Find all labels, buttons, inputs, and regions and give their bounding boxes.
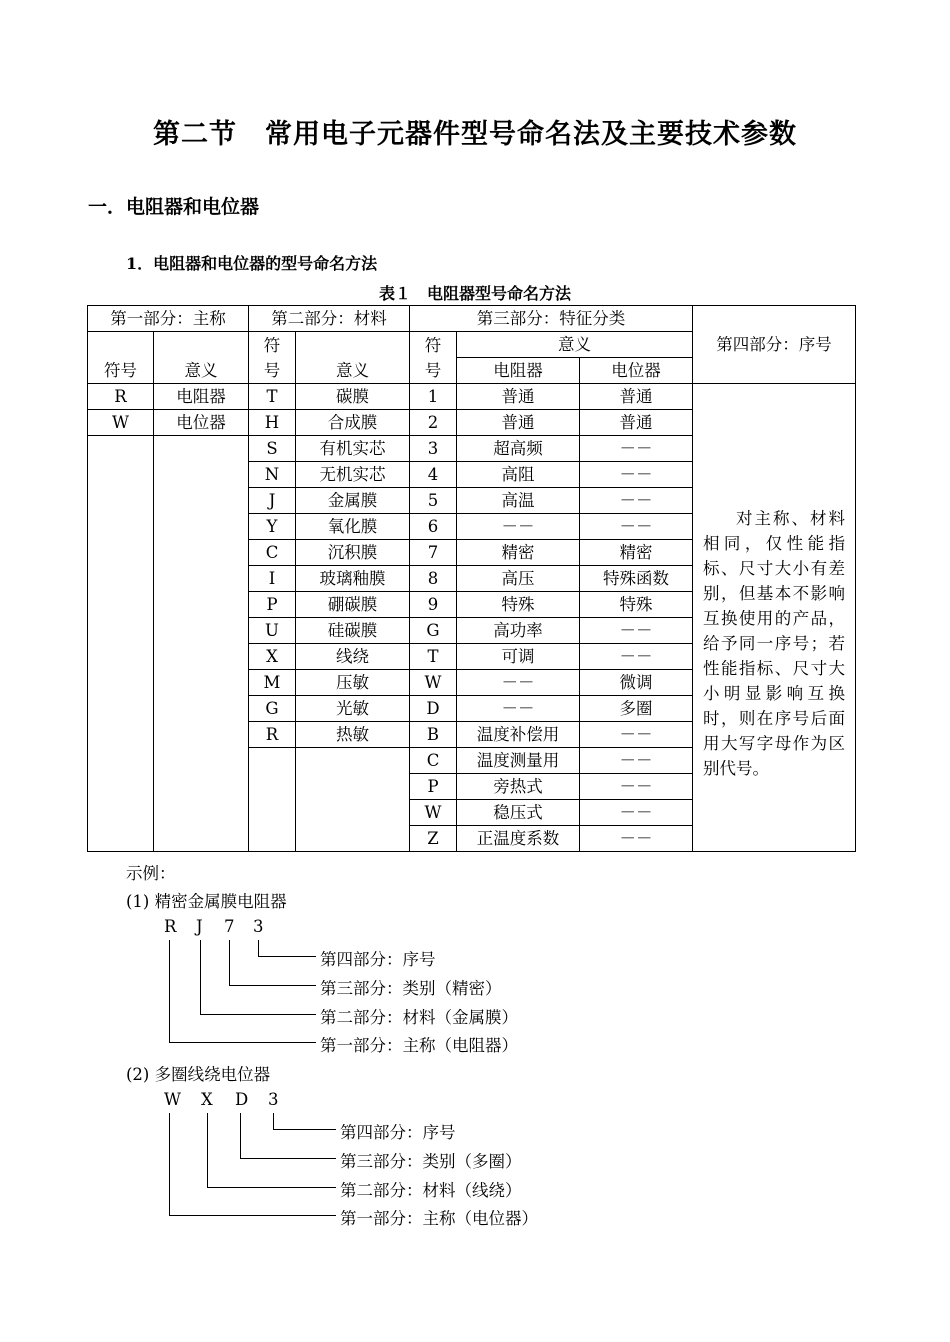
part2-meaning: 无机实芯 — [296, 462, 410, 488]
part2-meaning: 沉积膜 — [296, 540, 410, 566]
part3-symbol: 3 — [410, 436, 457, 462]
header-meaning-1: 意义 — [154, 332, 249, 384]
example-2-code-4: 3 — [268, 1090, 279, 1109]
example-2-label-2: 第二部分：材料（线绕） — [340, 1181, 522, 1200]
example-2-title: (2) 多圈线绕电位器 — [126, 1065, 271, 1084]
part3-resistor-meaning: 高压 — [457, 566, 580, 592]
part2-meaning: 热敏 — [296, 722, 410, 748]
part3-symbol: 7 — [410, 540, 457, 566]
example-1-code-2: J — [196, 917, 203, 936]
part3-potentiometer-meaning: 精密 — [580, 540, 693, 566]
part1-meaning: 电位器 — [154, 410, 249, 436]
part3-potentiometer-meaning: －－ — [580, 774, 693, 800]
part3-potentiometer-meaning: 特殊 — [580, 592, 693, 618]
part3-resistor-meaning: 旁热式 — [457, 774, 580, 800]
example-2-label-3: 第三部分：类别（多圈） — [340, 1152, 522, 1171]
part3-resistor-meaning: －－ — [457, 514, 580, 540]
part2-meaning: 有机实芯 — [296, 436, 410, 462]
part3-symbol: G — [410, 618, 457, 644]
part3-resistor-meaning: 可调 — [457, 644, 580, 670]
part3-symbol: 2 — [410, 410, 457, 436]
part3-resistor-meaning: 精密 — [457, 540, 580, 566]
part3-resistor-meaning: 普通 — [457, 384, 580, 410]
part3-resistor-meaning: 温度测量用 — [457, 748, 580, 774]
header-meaning-3: 意义 — [457, 332, 693, 358]
part3-potentiometer-meaning: 普通 — [580, 410, 693, 436]
part2-meaning: 玻璃釉膜 — [296, 566, 410, 592]
part3-potentiometer-meaning: －－ — [580, 618, 693, 644]
part3-symbol: C — [410, 748, 457, 774]
header-part4: 第四部分：序号 — [693, 306, 856, 384]
part1-symbol-empty — [88, 436, 154, 852]
part1-meaning-empty — [154, 436, 249, 852]
part3-resistor-meaning: 普通 — [457, 410, 580, 436]
example-1-label-2: 第二部分：材料（金属膜） — [320, 1008, 518, 1027]
part3-symbol: B — [410, 722, 457, 748]
part2-symbol-empty — [249, 748, 296, 852]
example-2-code-1: W — [164, 1090, 181, 1109]
example-2-code-2: X — [201, 1090, 213, 1109]
example-1-title: (1) 精密金属膜电阻器 — [126, 892, 287, 911]
part4-note — [693, 436, 856, 852]
header-symbol-3: 符 号 — [410, 332, 457, 384]
header-part2: 第二部分：材料 — [249, 306, 410, 332]
page-title: 第二节 常用电子元器件型号命名法及主要技术参数 — [153, 119, 797, 150]
part3-potentiometer-meaning: 微调 — [580, 670, 693, 696]
part2-symbol: X — [249, 644, 296, 670]
part1-symbol: W — [88, 410, 154, 436]
part3-symbol: W — [410, 800, 457, 826]
header-part1: 第一部分：主称 — [88, 306, 249, 332]
part2-meaning: 氧化膜 — [296, 514, 410, 540]
part3-potentiometer-meaning: －－ — [580, 436, 693, 462]
part3-resistor-meaning: 高温 — [457, 488, 580, 514]
subsection-heading: 1．电阻器和电位器的型号命名方法 — [126, 254, 378, 273]
part3-resistor-meaning: 高功率 — [457, 618, 580, 644]
section-heading: 一．电阻器和电位器 — [88, 196, 260, 218]
part2-meaning: 金属膜 — [296, 488, 410, 514]
part3-resistor-meaning: 稳压式 — [457, 800, 580, 826]
table-caption: 表１ 电阻器型号命名方法 — [378, 284, 571, 303]
part2-symbol: H — [249, 410, 296, 436]
part3-resistor-meaning: 温度补偿用 — [457, 722, 580, 748]
example-2-label-1: 第一部分：主称（电位器） — [340, 1209, 538, 1228]
part2-symbol: G — [249, 696, 296, 722]
part4-note-text: 对主称、材料相同，仅性能指标、尺寸大小有差别，但基本不影响互换使用的产品，给予同一序号；若性能指标、尺寸大小明显影响互换时，则在序号后面用大写字母作为区别代号。 — [703, 508, 846, 778]
part2-symbol: C — [249, 540, 296, 566]
part3-potentiometer-meaning: －－ — [580, 748, 693, 774]
part2-symbol: J — [249, 488, 296, 514]
part2-symbol: T — [249, 384, 296, 410]
part2-symbol: S — [249, 436, 296, 462]
part2-meaning-empty — [296, 748, 410, 852]
example-1-code-1: R — [164, 917, 177, 936]
part3-resistor-meaning: 超高频 — [457, 436, 580, 462]
example-1-label-4: 第四部分：序号 — [320, 950, 436, 969]
part3-potentiometer-meaning: －－ — [580, 514, 693, 540]
part3-symbol: T — [410, 644, 457, 670]
part3-potentiometer-meaning: 普通 — [580, 384, 693, 410]
part3-potentiometer-meaning: 多圈 — [580, 696, 693, 722]
resistor-naming-table — [87, 305, 856, 852]
part3-symbol: W — [410, 670, 457, 696]
header-symbol-2: 符 号 — [249, 332, 296, 384]
part2-meaning: 硅碳膜 — [296, 618, 410, 644]
header-potentiometer: 电位器 — [580, 358, 693, 384]
part3-potentiometer-meaning: 特殊函数 — [580, 566, 693, 592]
part2-symbol: Y — [249, 514, 296, 540]
part2-symbol: M — [249, 670, 296, 696]
part3-resistor-meaning: －－ — [457, 670, 580, 696]
part3-symbol: D — [410, 696, 457, 722]
table-row — [88, 384, 856, 410]
part1-meaning: 电阻器 — [154, 384, 249, 410]
part3-resistor-meaning: 特殊 — [457, 592, 580, 618]
header-symbol-1: 符号 — [88, 332, 154, 384]
header-meaning-2: 意义 — [296, 332, 410, 384]
example-2-label-4: 第四部分：序号 — [340, 1123, 456, 1142]
part2-meaning: 硼碳膜 — [296, 592, 410, 618]
part2-meaning: 碳膜 — [296, 384, 410, 410]
part3-potentiometer-meaning: －－ — [580, 462, 693, 488]
part2-meaning: 光敏 — [296, 696, 410, 722]
part3-resistor-meaning: 高阻 — [457, 462, 580, 488]
part3-potentiometer-meaning: －－ — [580, 488, 693, 514]
part1-symbol: R — [88, 384, 154, 410]
header-part3: 第三部分：特征分类 — [410, 306, 693, 332]
part2-symbol: P — [249, 592, 296, 618]
header-resistor: 电阻器 — [457, 358, 580, 384]
part3-resistor-meaning: －－ — [457, 696, 580, 722]
part3-symbol: 5 — [410, 488, 457, 514]
example-1-code-3: 7 — [224, 917, 235, 936]
part3-resistor-meaning: 正温度系数 — [457, 826, 580, 852]
part2-meaning: 线绕 — [296, 644, 410, 670]
part2-meaning: 合成膜 — [296, 410, 410, 436]
example-1-label-3: 第三部分：类别（精密） — [320, 979, 502, 998]
table-row — [88, 436, 856, 462]
part2-symbol: U — [249, 618, 296, 644]
part3-potentiometer-meaning: －－ — [580, 644, 693, 670]
part3-symbol: Z — [410, 826, 457, 852]
part3-symbol: P — [410, 774, 457, 800]
examples-heading: 示例： — [126, 864, 176, 883]
part4-blank — [693, 384, 856, 436]
part3-symbol: 1 — [410, 384, 457, 410]
part3-symbol: 4 — [410, 462, 457, 488]
example-1-label-1: 第一部分：主称（电阻器） — [320, 1036, 518, 1055]
part2-meaning: 压敏 — [296, 670, 410, 696]
part3-symbol: 6 — [410, 514, 457, 540]
part3-symbol: 9 — [410, 592, 457, 618]
part3-symbol: 8 — [410, 566, 457, 592]
part3-potentiometer-meaning: －－ — [580, 800, 693, 826]
example-2-code-3: D — [235, 1090, 249, 1109]
part3-potentiometer-meaning: －－ — [580, 722, 693, 748]
part3-potentiometer-meaning: －－ — [580, 826, 693, 852]
part2-symbol: R — [249, 722, 296, 748]
example-1-code-4: 3 — [253, 917, 264, 936]
part2-symbol: N — [249, 462, 296, 488]
part2-symbol: I — [249, 566, 296, 592]
